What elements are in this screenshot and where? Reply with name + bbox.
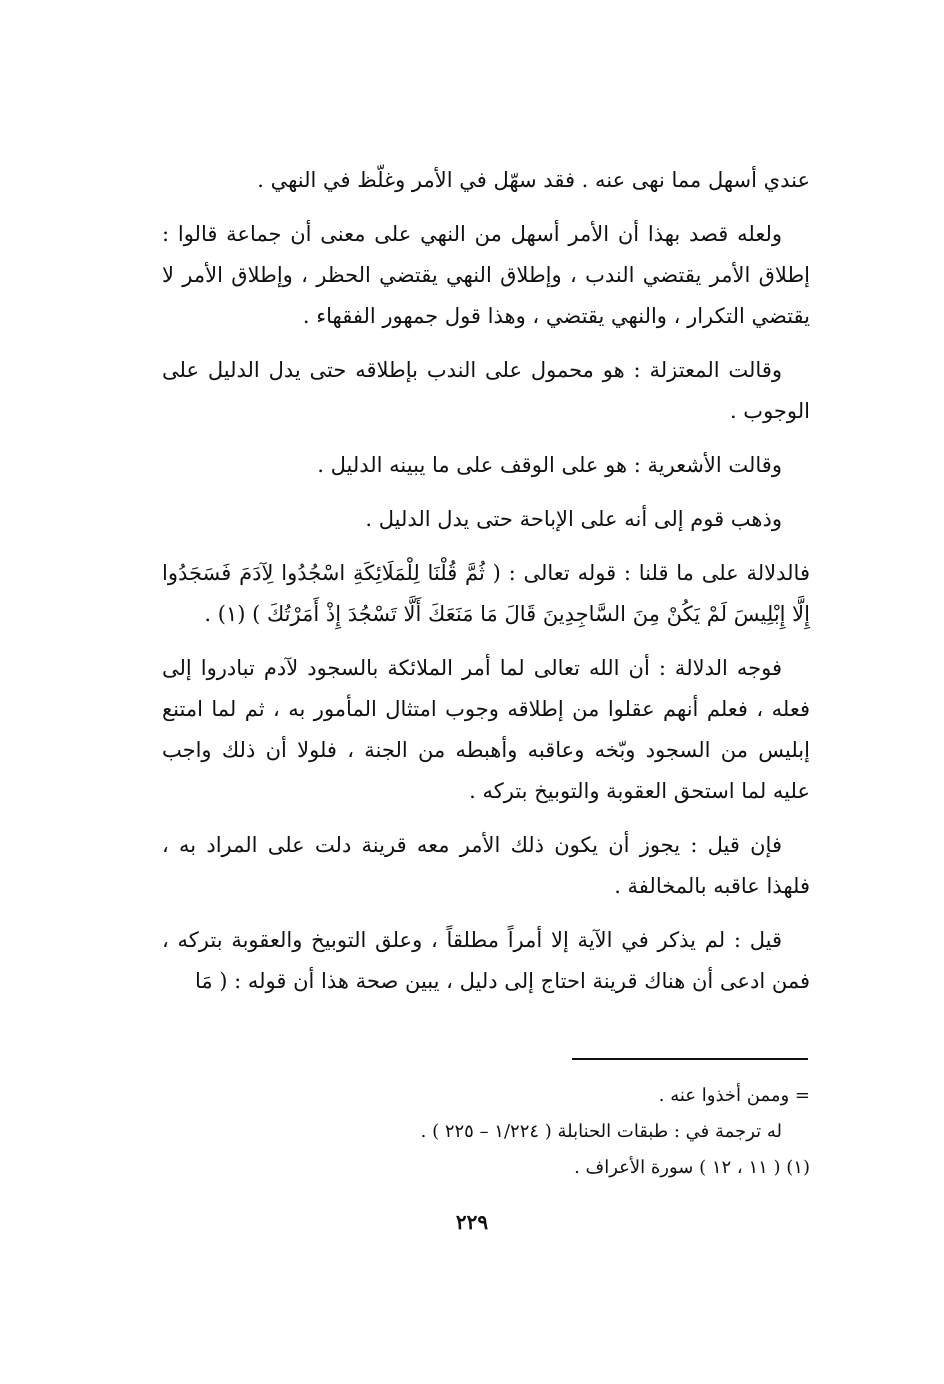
footnote-divider (572, 1058, 808, 1060)
paragraph-5: وذهب قوم إلى أنه على الإباحة حتى يدل الدليل . (365, 507, 782, 531)
paragraph-9: قيل : لم يذكر في الآية إلا أمراً مطلقاً ، وعلق التوبيخ والعقوبة بتركه ، فمن ادعى أن هناك قرينة احتاج إلى دليل ، يبين صحة هذا أن قوله : ( مَا (162, 928, 810, 993)
paragraph-8: فإن قيل : يجوز أن يكون ذلك الأمر معه قرينة دلت على المراد به ، فلهذا عاقبه بالمخالفة . (162, 833, 810, 898)
footnote-biography: له ترجمة في : طبقات الحنابلة ( ١/٢٢٤ – ٢٢٥ ) . (420, 1121, 782, 1142)
footnote-continuation: = وممن أخذوا عنه . (658, 1085, 810, 1106)
footnotes (162, 1078, 810, 1186)
paragraph-4: وقالت الأشعرية : هو على الوقف على ما يبينه الدليل . (317, 453, 782, 477)
paragraph-2: ولعله قصد بهذا أن الأمر أسهل من النهي على معنى أن جماعة قالوا : إطلاق الأمر يقتضي الندب ، وإطلاق النهي يقتضي الحظر ، وإطلاق الأمر لا يقتضي التكرار ، والنهي يقتضي ، وهذا قول جمهور الفقهاء . (162, 222, 810, 328)
page-number: ٢٢٩ (455, 1210, 489, 1234)
main-text (162, 160, 810, 1015)
paragraph-1: عندي أسهل مما نهى عنه . فقد سهّل في الأمر وغلّظ في النهي . (257, 168, 810, 192)
footnote-1: (١) ( ١١ ، ١٢ ) سورة الأعراف . (574, 1157, 810, 1178)
paragraph-7: فوجه الدلالة : أن الله تعالى لما أمر الملائكة بالسجود لآدم تبادروا إلى فعله ، فعلم أنهم عقلوا من إطلاقه وجوب امتثال المأمور به ، ثم لما امتنع إبليس من السجود وبّخه وعاقبه وأهبطه من الجنة ، فلولا أن ذلك واجب عليه لما استحق العقوبة والتوبيخ بتركه . (162, 656, 810, 803)
paragraph-3: وقالت المعتزلة : هو محمول على الندب بإطلاقه حتى يدل الدليل على الوجوب . (162, 358, 810, 423)
paragraph-6-quran-quote: فالدلالة على ما قلنا : قوله تعالى : ( ثُمَّ قُلْنَا لِلْمَلَائِكَةِ اسْجُدُوا لِآدَمَ فَسَجَدُوا إِلَّا إِبْلِيسَ لَمْ يَكُنْ مِنَ السَّاجِدِينَ قَالَ مَا مَنَعَكَ أَلَّا تَسْجُدَ إِذْ أَمَرْتُكَ ) (١) . (162, 561, 810, 626)
